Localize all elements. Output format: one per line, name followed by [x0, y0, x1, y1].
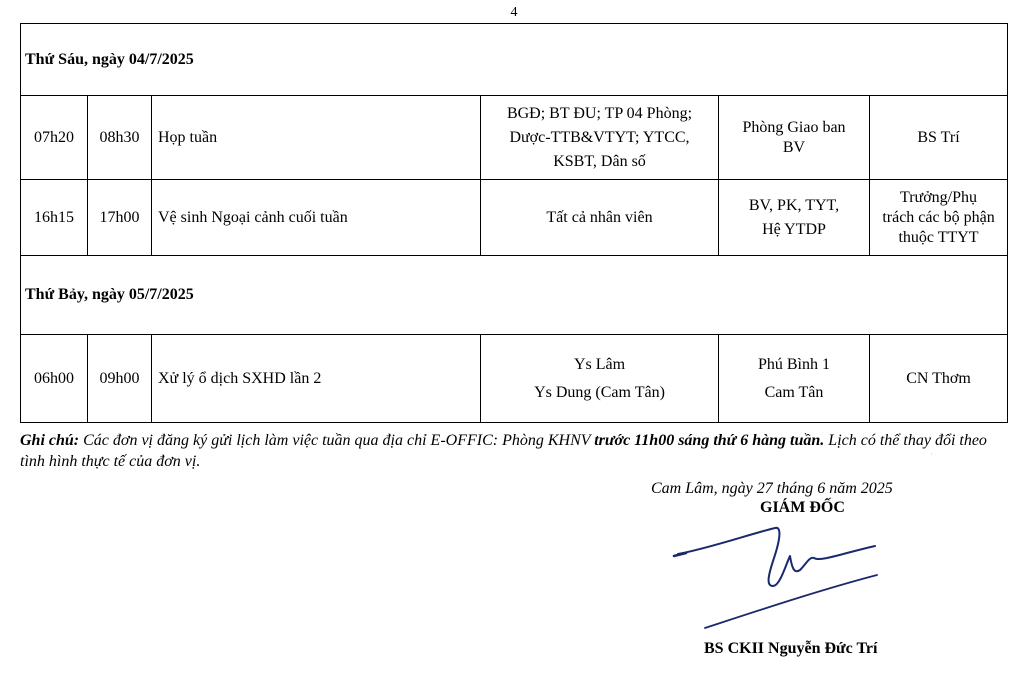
- note-paragraph: [20, 430, 1010, 472]
- chair: [870, 180, 1008, 256]
- schedule-table: [20, 23, 1008, 423]
- location-line: Phòng Giao ban: [742, 118, 846, 136]
- end-time: 17h00: [88, 180, 152, 256]
- day-heading: Thứ Sáu, ngày 04/7/2025: [21, 24, 1008, 96]
- participants: [481, 335, 719, 423]
- participants-line: Ys Dung (Cam Tân): [534, 383, 665, 401]
- location-line: Cam Tân: [764, 383, 824, 401]
- chair-line: BS Trí: [917, 128, 960, 146]
- participants-line: Ys Lâm: [573, 355, 626, 373]
- director-title: GIÁM ĐỐC: [760, 499, 845, 516]
- chair: [870, 96, 1008, 180]
- chair-line: Trưởng/Phụ: [900, 188, 978, 206]
- start-time: 16h15: [21, 180, 88, 256]
- chair-line: CN Thơm: [906, 369, 971, 387]
- day-heading: Thứ Bảy, ngày 05/7/2025: [21, 256, 1008, 335]
- note-text-after: Lịch có thể thay đổi theo tình hình thực tế của đơn vị.: [20, 432, 987, 470]
- handwritten-signature: [670, 520, 890, 635]
- participants-line: Dược-TTB&VTYT; YTCC,: [509, 128, 690, 146]
- participants-line: KSBT, Dân số: [553, 152, 646, 170]
- start-time: 07h20: [21, 96, 88, 180]
- activity-content: Vệ sinh Ngoại cảnh cuối tuần: [152, 180, 481, 256]
- participants: [481, 96, 719, 180]
- note-label: Ghi chú:: [20, 432, 80, 449]
- table-row: [21, 335, 1008, 423]
- location: [719, 180, 870, 256]
- day-heading-row: [21, 256, 1008, 335]
- stray-mark: ˙: [930, 452, 933, 461]
- location-line: Hệ YTDP: [762, 220, 826, 238]
- location-line: BV, PK, TYT,: [748, 196, 840, 214]
- location: [719, 96, 870, 180]
- start-time: 06h00: [21, 335, 88, 423]
- table-row: [21, 96, 1008, 180]
- table-row: [21, 180, 1008, 256]
- note-deadline: trước 11h00 sáng thứ 6 hàng tuần.: [594, 432, 825, 449]
- location-line: BV: [782, 138, 806, 156]
- chair-line: trách các bộ phận: [882, 208, 995, 226]
- participants-line: BGĐ; BT ĐU; TP 04 Phòng;: [506, 104, 693, 122]
- participants: [481, 180, 719, 256]
- activity-content: Họp tuần: [152, 96, 481, 180]
- location-line: Phú Bình 1: [757, 355, 830, 373]
- chair-line: thuộc TTYT: [898, 228, 979, 246]
- end-time: 09h00: [88, 335, 152, 423]
- chair: [870, 335, 1008, 423]
- page-number: 4: [510, 5, 518, 20]
- signer-name: BS CKII Nguyễn Đức Trí: [704, 640, 878, 657]
- participants-line: Tất cả nhân viên: [546, 208, 653, 226]
- activity-content: Xử lý ổ dịch SXHD lần 2: [152, 335, 481, 423]
- end-time: 08h30: [88, 96, 152, 180]
- location: [719, 335, 870, 423]
- day-heading-row: [21, 24, 1008, 96]
- place-date: Cam Lâm, ngày 27 tháng 6 năm 2025: [651, 480, 893, 497]
- note-text: Các đơn vị đăng ký gửi lịch làm việc tuần qua địa chỉ E-OFFIC: Phòng KHNV: [79, 432, 595, 449]
